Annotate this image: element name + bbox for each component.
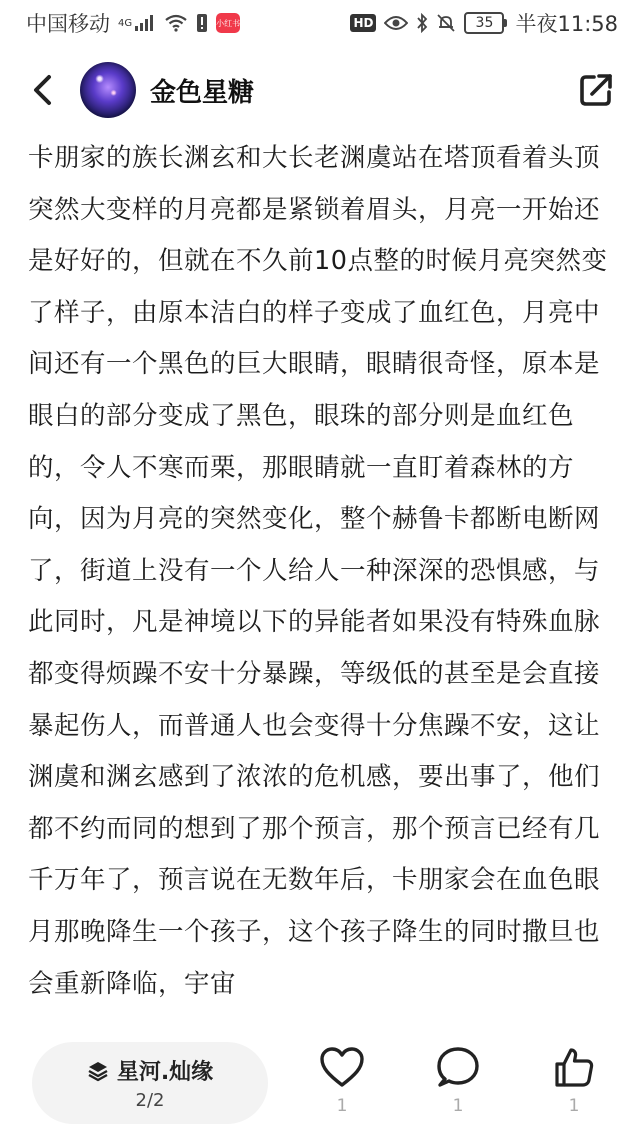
author-avatar[interactable] [80, 62, 136, 118]
network-type: 4G [118, 17, 133, 29]
thumbs-up-icon [553, 1046, 595, 1088]
bluetooth-icon [416, 13, 428, 33]
note-content [28, 133, 608, 1028]
collection-name: 星河.灿缘 [116, 1060, 214, 1085]
status-bar [0, 0, 640, 46]
hd-badge: HD [350, 14, 376, 32]
collection-page-indicator: 2/2 [135, 1090, 165, 1111]
layers-icon [87, 1060, 109, 1082]
signal-icon [118, 14, 156, 32]
carrier-name: 中国移动 [26, 12, 110, 36]
comment-button[interactable] [428, 1046, 488, 1116]
comment-count: 1 [452, 1096, 464, 1116]
wifi-icon [164, 14, 188, 32]
battery-icon [464, 12, 507, 34]
note-header [0, 52, 640, 128]
share-icon [577, 71, 615, 109]
back-arrow-icon [29, 73, 55, 107]
collection-button[interactable] [32, 1042, 268, 1124]
eye-icon [384, 15, 408, 31]
status-bar-left [26, 8, 240, 38]
thumb-button[interactable] [544, 1046, 604, 1116]
battery-level: 35 [464, 12, 504, 34]
author-name[interactable]: 金色星糖 [150, 77, 255, 108]
status-bar-right [350, 8, 618, 38]
app-notification-icon: 小红书 [216, 13, 240, 33]
bottom-action-bar [0, 1028, 640, 1138]
alert-icon [196, 13, 208, 33]
like-button[interactable] [312, 1046, 372, 1116]
note-body-text: 卡朋家的族长渊玄和大长老渊虞站在塔顶看着头顶突然大变样的月亮都是紧锁着眉头，月亮一开始还是好好的，但就在不久前10点整的时候月亮突然变了样子，由原本洁白的样子变成了血红色，月亮中间还有一个黑色的巨大眼睛，眼睛很奇怪，原本是眼白的部分变成了黑色，眼珠的部分则是血红色的，令人不寒而栗，那眼睛就一直盯着森林的方向，因为月亮的突然变化，整个赫鲁卡都断电断网了，街道上没有一个人给人一种深深的恐惧感，与此同时，凡是神境以下的异能者如果没有特殊血脉都变得烦躁不安十分暴躁，等级低的甚至是会直接暴起伤人，而普通人也会变得十分焦躁不安，这让渊虞和渊玄感到了浓浓的危机感，要出事了，他们都不约而同的想到了那个预言，那个预言已经有几千万年了，预言说在无数年后，卡朋家会在血色眼月那晚降生一个孩子，这个孩子降生的同时撒旦也会重新降临，宇宙 [28, 143, 608, 999]
like-count: 1 [336, 1096, 348, 1116]
back-button[interactable] [20, 68, 64, 112]
heart-icon [319, 1046, 365, 1088]
mute-bell-icon [436, 13, 456, 33]
comment-bubble-icon [436, 1046, 480, 1088]
clock: 半夜11:58 [515, 12, 618, 36]
collection-title [87, 1055, 213, 1086]
thumb-count: 1 [568, 1096, 580, 1116]
share-button[interactable] [572, 66, 620, 114]
